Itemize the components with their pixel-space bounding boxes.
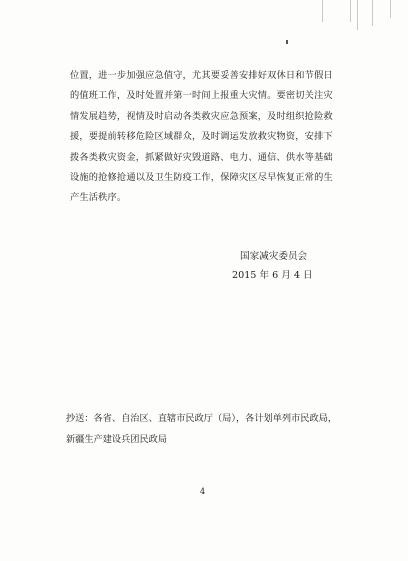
cc-block (66, 408, 366, 450)
body-line: 产生活秩序。 (70, 192, 127, 204)
body-line: 的值班工作，及时处置并第一时间上报重大灾情。要密切关注灾 (70, 90, 333, 102)
page-number: 4 (200, 487, 206, 496)
body-line: 情发展趋势，视情及时启动各类救灾应急预案，及时组织抢险救 (70, 110, 333, 122)
issuer-name: 国家减灾委员会 (240, 251, 308, 262)
body-paragraph (70, 66, 358, 209)
body-line: 设施的抢修抢通以及卫生防疫工作，保障灾区尽早恢复正常的生 (70, 172, 333, 184)
body-line: 位置，进一步加强应急值守，尤其要妥善安排好双休日和节假日 (70, 70, 333, 81)
signature-block (232, 247, 342, 285)
scan-speck (286, 40, 288, 44)
cc-line: 新疆生产建设兵团民政局 (66, 434, 168, 445)
scan-artifact (350, 0, 351, 22)
scan-artifact (390, 0, 391, 18)
scan-artifact (357, 0, 358, 30)
cc-line: 抄送：各省、自治区、直辖市民政厅（局），各计划单列市民政局， (66, 413, 338, 424)
scan-artifact (322, 0, 323, 22)
body-line: 援，要提前转移危险区域群众，及时调运发放救灾物资，安排下 (70, 131, 333, 143)
issue-date: 2015 年 6 月 4 日 (232, 270, 313, 281)
scan-artifact (372, 0, 373, 26)
body-line: 拨各类救灾资金，抓紧做好灾毁道路、电力、通信、供水等基础 (70, 151, 333, 163)
